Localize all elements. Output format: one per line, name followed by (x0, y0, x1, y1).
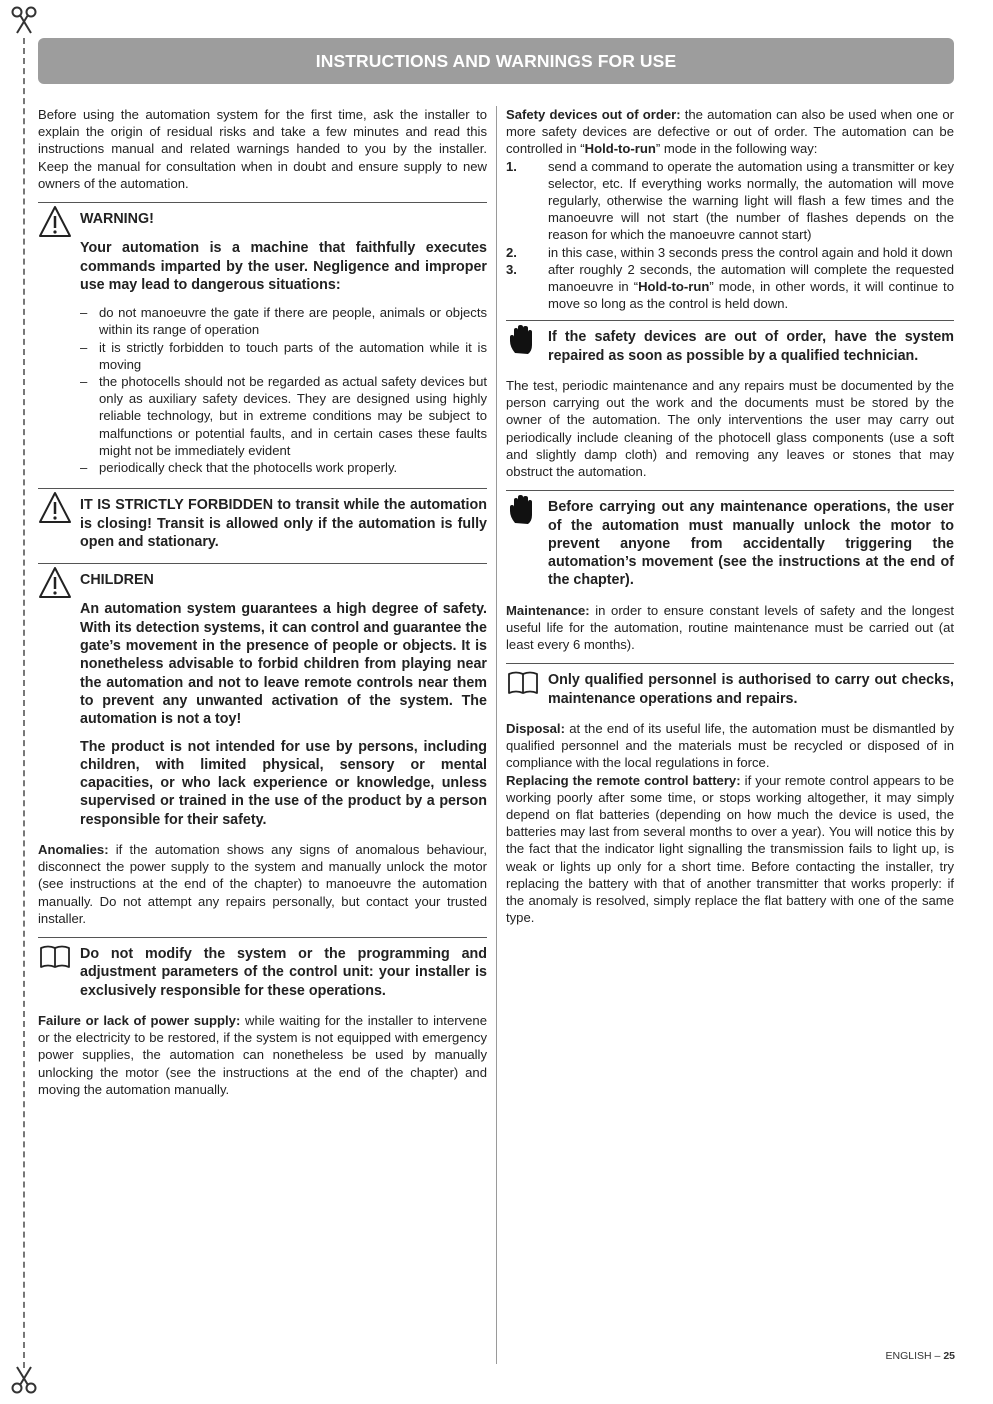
modify-text: Do not modify the system or the programming and adjustment parameters of the control unit: your installer is exclusively responsible for these operations. (80, 946, 487, 999)
list-item: – do not manoeuvre the gate if there are people, animals or objects within its range of operation (80, 305, 487, 338)
safety-paragraph: Safety devices out of order: the automation can also be used when one or more safety devices are defective or out of order. The automation can be controlled in “Hold-to-run” mode in the following way: (506, 107, 955, 157)
battery-paragraph: Replacing the remote control battery: if your remote control appears to be working poorly after some time, or stops working altogether, it may simply depend on flat batteries (depending on how much the device is used, the batteries may last from several months to over a year). You will notice this by the fact that the indicator light signalling the transmission fails to light up, is weak or lights up only for a short time. Before contacting the installer, try replacing the battery with that of another transmitter that works properly: if the anomaly is resolved, simply replace the flat battery with one of the same type. (506, 772, 954, 926)
power-paragraph: Failure or lack of power supply: while waiting for the installer to intervene or the electricity to be restored, if the system is not equipped with emergency power supplies, the automation can nonetheless be used by manually unlocking the motor (see the instructions at the end of the chapter) and moving the automation manually. (38, 1012, 487, 1097)
scissors-icon (10, 1365, 38, 1395)
stop-hand-icon (506, 493, 540, 527)
list-item: – the photocells should not be regarded as actual safety devices but only as auxiliary safety devices. They are designed using highly reliable technology, but in extreme conditions may be subject to malfunctions or potential faults, and in certain cases these faults might not be immediately evident (80, 374, 487, 458)
page-footer: ENGLISH – 25 (885, 1350, 955, 1362)
anomalies-paragraph: Anomalies: if the automation shows any signs of anomalous behaviour, disconnect the power supply to the system and manually unlock the motor (see instructions at the end of the chapter) to manoeuvre the automation manually. Do not attempt any repairs personally, but contact your trusted installer. (38, 841, 487, 926)
warning-heading: WARNING! (80, 211, 154, 228)
list-item: 3. after roughly 2 seconds, the automation will complete the requested manoeuvre in “Hold-to-run” mode, in other words, it will continue to move so long as the control is held down. (506, 261, 954, 312)
maintenance-paragraph: Maintenance: in order to ensure constant levels of safety and the longest useful life for the automation, routine maintenance must be carried out (at least every 6 months). (506, 602, 954, 653)
qualified-notice (506, 663, 954, 708)
page-number: 25 (943, 1350, 955, 1362)
list-item: – it is strictly forbidden to touch parts of the automation while it is moving (80, 339, 487, 372)
modify-notice (38, 937, 487, 1000)
warning-triangle-icon (38, 491, 72, 525)
repair-text: If the safety devices are out of order, have the system repaired as soon as possible by a qualified technician. (548, 329, 954, 364)
forbidden-text: IT IS STRICTLY FORBIDDEN to transit while the automation is closing! Transit is allowed only if the automation is fully open and stationary. (80, 497, 487, 550)
scissors-icon (10, 5, 38, 35)
disposal-paragraph: Disposal: at the end of its useful life, the automation must be dismantled by qualified personnel and the materials must be recycled or disposed of in compliance with the local regulations in force. (506, 720, 954, 771)
unlock-notice (506, 490, 954, 589)
warning-body: Your automation is a machine that faithfully executes commands imparted by the user. Negligence and improper use may lead to dangerous situations: (80, 240, 487, 293)
children-heading: CHILDREN (80, 572, 154, 589)
children-notice (38, 563, 487, 829)
cut-line (23, 38, 25, 1368)
column-divider (496, 106, 497, 1364)
repair-notice (506, 320, 954, 365)
warning-list (80, 304, 487, 476)
page-title: INSTRUCTIONS AND WARNINGS FOR USE (38, 38, 954, 84)
left-column (38, 106, 487, 1108)
list-item: – periodically check that the photocells work properly. (80, 460, 398, 476)
forbidden-notice (38, 488, 487, 551)
manual-book-icon (506, 666, 540, 700)
warning-triangle-icon (38, 205, 72, 239)
manual-book-icon (38, 940, 72, 974)
intro-paragraph: Before using the automation system for the first time, ask the installer to explain the origin of residual risks and take a few minutes and read this instructions manual and related warnings handed to you by the installer. Keep the manual for consultation when in doubt and ensure supply to new owners of the automation. (38, 107, 487, 191)
right-column (506, 106, 954, 926)
warning-triangle-icon (38, 566, 72, 600)
unlock-text: Before carrying out any maintenance operations, the user of the automation must manually unlock the motor to prevent anyone from accidentally triggering the automation’s movement (see the instructions at the end of the chapter). (548, 499, 954, 589)
test-paragraph: The test, periodic maintenance and any repairs must be documented by the person carrying out the work and the documents must be stored by the owner of the automation. The only interventions the user may carry out periodically include cleaning of the photocell glass components (use a soft and slightly damp cloth) and removing any leaves or stones that may obstruct the automation. (506, 378, 954, 480)
list-item: 2. in this case, within 3 seconds press the control again and hold it down (506, 244, 953, 260)
stop-hand-icon (506, 323, 540, 357)
warning-notice (38, 202, 487, 476)
list-item: 1. send a command to operate the automation using a transmitter or key selector, etc. If everything works normally, the automation will move regularly, otherwise the warning light will flash a few times and the manoeuvre will not start (the number of flashes depends on the reason for which the manoeuvre cannot start) (506, 158, 954, 243)
children-paragraph: The product is not intended for use by persons, including children, with limited physical, sensory or mental capacities, or who lack experience or knowledge, unless supervised or trained in the use of the product by a person responsible for their safety. (80, 738, 487, 828)
children-paragraph: An automation system guarantees a high degree of safety. With its detection systems, it can control and guarantee the gate’s movement in the presence of people or objects. It is nonetheless advisable to forbid children from playing near the automation and not to leave remote controls near them to prevent any unwanted activation of the system. The automation is not a toy! (80, 601, 487, 728)
qualified-text: Only qualified personnel is authorised to carry out checks, maintenance operations and repairs. (548, 672, 954, 707)
steps-list (506, 158, 954, 313)
